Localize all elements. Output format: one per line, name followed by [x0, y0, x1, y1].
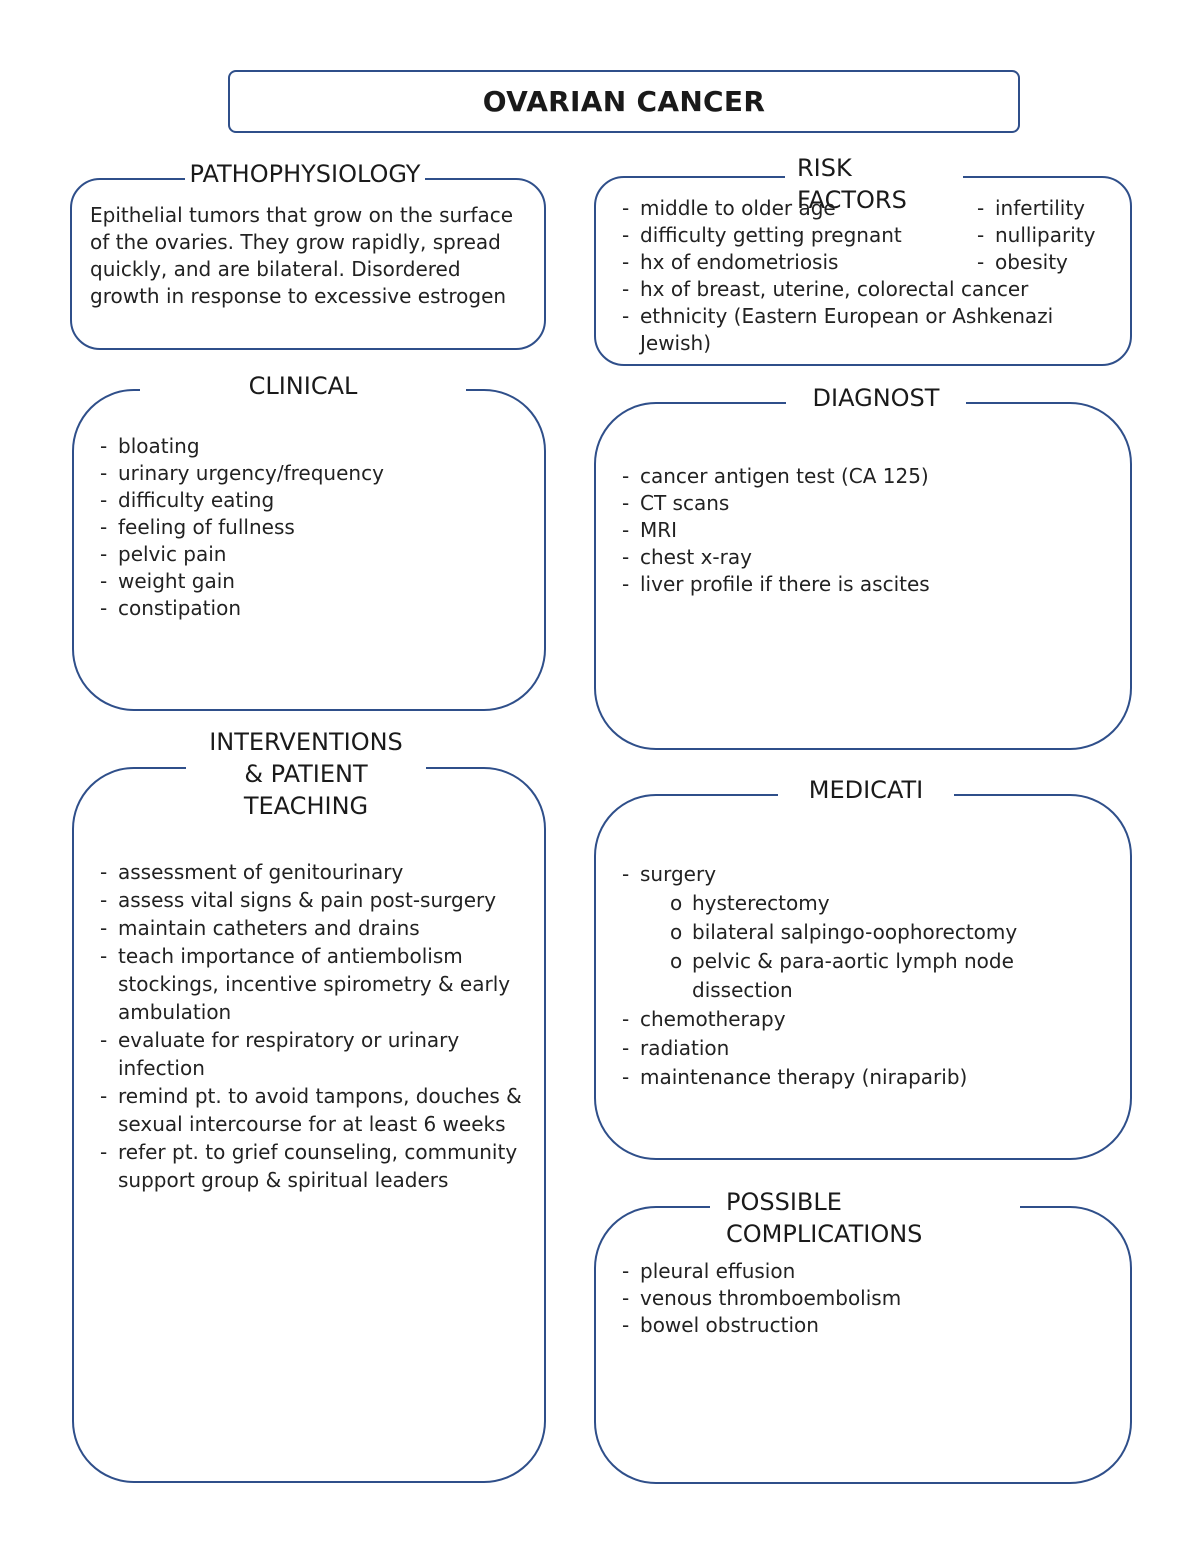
list-item: - MRI	[620, 517, 1100, 544]
clinical-list	[98, 433, 518, 622]
clinical-heading: CLINICAL	[140, 370, 466, 406]
list-item: - ethnicity (Eastern European or Ashkenazi Jewish)	[620, 303, 1090, 357]
list-item: - evaluate for respiratory or urinary infection	[98, 1026, 528, 1082]
risk-factors-list-right	[975, 195, 1115, 276]
list-item: - difficulty getting pregnant	[620, 222, 1090, 249]
list-item: - maintain catheters and drains	[98, 914, 528, 942]
list-item: - bowel obstruction	[620, 1312, 1100, 1339]
medications-heading: MEDICATI	[778, 774, 954, 810]
interventions-list	[98, 858, 528, 1194]
list-item: - assess vital signs & pain post-surgery	[98, 886, 528, 914]
list-item: - teach importance of antiembolism stockings, incentive spirometry & early ambulation	[98, 942, 528, 1026]
list-item: o pelvic & para-aortic lymph node dissection	[670, 947, 1110, 1005]
list-item: - feeling of fullness	[98, 514, 518, 541]
complications-list	[620, 1258, 1100, 1339]
list-item: - urinary urgency/frequency	[98, 460, 518, 487]
list-item: - radiation	[620, 1034, 1110, 1063]
list-item: - chemotherapy	[620, 1005, 1110, 1034]
list-item: - maintenance therapy (niraparib)	[620, 1063, 1110, 1092]
list-item: - hx of endometriosis	[620, 249, 1090, 276]
list-item: - liver profile if there is ascites	[620, 571, 1100, 598]
diagnostics-list	[620, 463, 1100, 598]
list-item: - bloating	[98, 433, 518, 460]
list-item: o hysterectomy	[670, 889, 1110, 918]
interventions-heading: INTERVENTIONS & PATIENT TEACHING	[186, 726, 426, 826]
list-item: - pelvic pain	[98, 541, 518, 568]
list-item: - middle to older age	[620, 195, 1090, 222]
list-item: - remind pt. to avoid tampons, douches & sexual intercourse for at least 6 weeks	[98, 1082, 528, 1138]
list-item: - refer pt. to grief counseling, community support group & spiritual leaders	[98, 1138, 528, 1194]
risk-factors-heading: RISK FACTORS	[785, 152, 963, 192]
list-item: - cancer antigen test (CA 125)	[620, 463, 1100, 490]
pathophysiology-text	[90, 202, 530, 310]
pathophysiology-paragraph: Epithelial tumors that grow on the surface of the ovaries. They grow rapidly, spread quickly, and are bilateral. Disordered growth in response to excessive estrogen	[90, 203, 513, 308]
list-item: - hx of breast, uterine, colorectal cancer	[620, 276, 1090, 303]
pathophysiology-heading: PATHOPHYSIOLOGY	[185, 158, 425, 200]
surgery-label: surgery	[640, 862, 717, 886]
medications-list	[620, 860, 1110, 1092]
list-item: o bilateral salpingo-oophorectomy	[670, 918, 1110, 947]
list-item: - pleural effusion	[620, 1258, 1100, 1285]
list-item: - nulliparity	[975, 222, 1115, 249]
list-item: - weight gain	[98, 568, 518, 595]
list-item: - constipation	[98, 595, 518, 622]
complications-heading: POSSIBLE COMPLICATIONS	[710, 1186, 1020, 1224]
list-item: - assessment of genitourinary	[98, 858, 528, 886]
list-item: - infertility	[975, 195, 1115, 222]
list-item: - venous thromboembolism	[620, 1285, 1100, 1312]
list-item: - difficulty eating	[98, 487, 518, 514]
list-item: - obesity	[975, 249, 1115, 276]
list-item: - chest x-ray	[620, 544, 1100, 571]
diagnostics-heading: DIAGNOST	[786, 382, 966, 418]
page-title: OVARIAN CANCER	[228, 70, 1020, 133]
list-item	[620, 860, 1110, 1005]
list-item: - CT scans	[620, 490, 1100, 517]
